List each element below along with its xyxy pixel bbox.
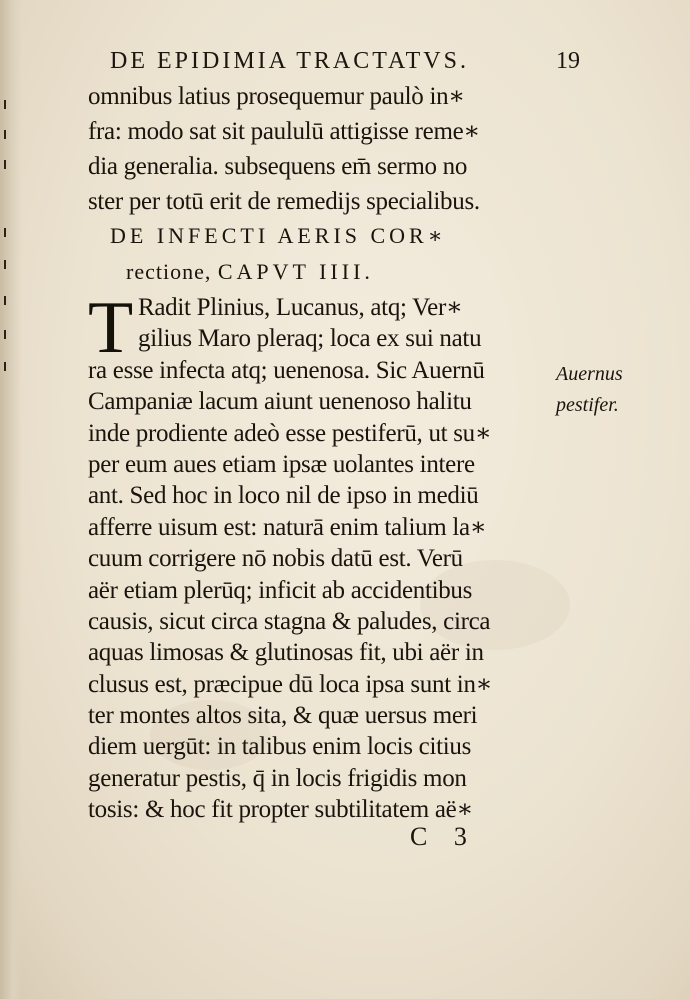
gutter-mark bbox=[4, 362, 6, 371]
drop-cap: T bbox=[88, 287, 134, 369]
gutter-mark bbox=[4, 296, 6, 305]
marginal-note bbox=[556, 359, 623, 421]
text-line: omnibus latius prosequemur paulò in∗ bbox=[88, 83, 465, 110]
text-line: ter montes altos sita, & quæ uersus meri bbox=[88, 702, 478, 730]
text-line: generatur pestis, q̄ in locis frigidis mon bbox=[88, 764, 467, 792]
text-line: fra: modo sat sit paululū attigisse reme∗ bbox=[88, 118, 481, 145]
text-line: diem uergūt: in talibus enim locis citius bbox=[88, 733, 472, 761]
signature-mark: C 3 bbox=[410, 822, 477, 851]
gutter-mark bbox=[4, 130, 6, 139]
chapter-heading-word: rectione, bbox=[126, 259, 212, 284]
gutter-mark bbox=[4, 100, 6, 109]
text-line: ster per totū erit de remedijs specialibus. bbox=[88, 188, 480, 215]
text-line: tosis: & hoc fit propter subtilitatem aë∗ bbox=[88, 796, 474, 824]
text-line: Radit Plinius, Lucanus, atq; Ver∗ bbox=[138, 294, 463, 321]
text-line: clusus est, præcipue dū loca ipsa sunt in∗ bbox=[88, 670, 493, 698]
text-line: aër etiam plerūq; inficit ab accidentibus bbox=[88, 576, 473, 604]
text-line: inde prodiente adeò esse pestiferū, ut su∗ bbox=[88, 419, 492, 447]
chapter-heading-line: DE INFECTI AERIS COR∗ bbox=[110, 223, 447, 248]
gutter-mark bbox=[4, 160, 6, 169]
text-line: afferre uisum est: naturā enim talium la∗ bbox=[88, 513, 487, 541]
page-gutter bbox=[0, 0, 22, 999]
opening-paragraph bbox=[88, 79, 480, 219]
gutter-mark bbox=[4, 330, 6, 339]
text-line: causis, sicut circa stagna & paludes, circa bbox=[88, 607, 491, 635]
chapter-body bbox=[88, 287, 493, 826]
running-head-title: DE EPIDIMIA TRACTATVS. bbox=[110, 48, 469, 74]
text-line: ant. Sed hoc in loco nil de ipso in mediū bbox=[88, 482, 479, 510]
running-head bbox=[110, 48, 580, 82]
text-line: ra esse infecta atq; uenenosa. Sic Auernū bbox=[88, 356, 485, 384]
chapter-heading bbox=[110, 218, 447, 290]
text-line: per eum aues etiam ipsæ uolantes intere bbox=[88, 450, 475, 478]
text-line: Campaniæ lacum aiunt uenenoso halitu bbox=[88, 388, 472, 416]
text-line: dia generalia. subsequens em̄ sermo no bbox=[88, 153, 468, 180]
chapter-number: CAPVT IIII. bbox=[217, 259, 374, 284]
marginal-note-line: pestifer. bbox=[556, 394, 619, 416]
text-line: aquas limosas & glutinosas fit, ubi aër in bbox=[88, 639, 484, 667]
chapter-heading-line bbox=[110, 254, 447, 290]
page-number: 19 bbox=[556, 48, 580, 74]
text-line: cuum corrigere nō nobis datū est. Verū bbox=[88, 545, 463, 573]
marginal-note-line: Auernus bbox=[556, 363, 623, 385]
gutter-mark bbox=[4, 228, 6, 237]
gutter-mark bbox=[4, 260, 6, 269]
text-line: gilius Maro pleraq; loca ex sui natu bbox=[138, 325, 482, 353]
